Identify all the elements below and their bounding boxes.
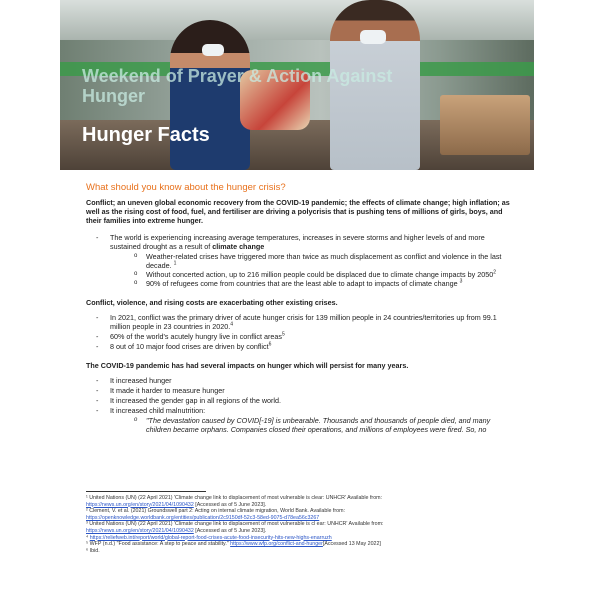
list-item: - It increased the gender gap in all regions of the world.	[96, 396, 516, 405]
conflict-list	[86, 313, 516, 351]
list-item	[96, 406, 516, 434]
list-item	[134, 279, 516, 288]
hero-subtitle: Weekend of Prayer & Action Against Hunger	[82, 66, 393, 106]
quote-text: o "The devastation caused by COVID[-19] is unbearable. Thousands and thousands of people died, and many children became orphans. Companies closed their operations, and millions of employees were fired. So, no	[134, 416, 516, 434]
climate-lead: The world is experiencing increasing average temperatures, increases in severe storms and higher levels of and more sustained drought as a result of	[110, 233, 485, 251]
footnote-ref: 6	[268, 341, 272, 348]
footnote-text: [Accessed as of 5 June 2023].	[193, 527, 267, 534]
section-heading: What should you know about the hunger crisis?	[86, 182, 286, 193]
covid-sublist	[110, 416, 516, 434]
climate-fact-3: 90% of refugees come from countries that are the least able to adapt to impacts of climate change	[146, 279, 460, 288]
hero-photo-boxes	[440, 95, 530, 155]
footnote-text: ¹ United Nations (UN) (22 April 2021) 'Climate change link to displacement of most vulnerable is clear: UNHCR' Available from:	[86, 495, 383, 501]
climate-list	[86, 233, 516, 288]
list-item	[134, 252, 516, 270]
footnote-text: ⁴	[86, 534, 90, 541]
climate-fact-1: Weather-related crises have triggered more than twice as much displacement as conflict and violence in the last decade.	[146, 252, 502, 270]
conflict-heading: Conflict, violence, and rising costs are exacerbating other existing crises.	[86, 298, 338, 307]
footnote-ref: 4	[230, 321, 234, 328]
hero-photo-roof	[60, 0, 534, 40]
footnote-text: [Accessed 13 May 2022]	[322, 541, 381, 548]
footnote-text: ⁵ WFP (n.d.) "Food assistance: A step to peace and stability."	[86, 541, 231, 548]
covid-fact-4: It increased child malnutrition:	[110, 406, 206, 415]
list-item: - It increased hunger	[96, 376, 516, 385]
footnotes	[86, 495, 516, 554]
list-item	[96, 313, 516, 331]
footnote-text: ² Clement, V. et al. (2021) Groundswell part 2: Acting on internal climate migration, World Bank. Available from:	[86, 508, 345, 515]
list-item	[96, 233, 516, 288]
conflict-fact-1: In 2021, conflict was the primary driver of acute hunger crisis for 139 million people in 24 countries/territories up from 99.1 million people in 23 countries in 2020.	[110, 313, 497, 331]
footnote-link[interactable]: https://news.un.org/en/story/2021/04/1090432	[86, 501, 194, 508]
footnote	[86, 535, 516, 542]
hero-title: Hunger Facts	[82, 124, 210, 146]
footnote-ref: 5	[281, 331, 285, 338]
footnote	[86, 495, 516, 508]
document-body	[86, 183, 516, 436]
footnote-link[interactable]: https://www.wfp.org/conflict-and-hunger	[230, 541, 323, 548]
covid-heading: The COVID-19 pandemic has had several impacts on hunger which will persist for many years.	[86, 361, 409, 370]
hero-photo-mask	[202, 44, 224, 56]
footnote-ref: 1	[173, 260, 177, 267]
conflict-fact-3: 8 out of 10 major food crises are driven by conflict	[110, 342, 269, 351]
footnote	[86, 541, 516, 548]
footnote	[86, 508, 516, 521]
climate-lead-bold: climate change	[212, 242, 265, 251]
intro-paragraph: Conflict; an uneven global economic recovery from the COVID-19 pandemic; the effects of climate change; high inflation; as well as the rising cost of food, fuel, and fertiliser are driving a polycrisis that is pushing tens of millions of girls, boys, and their families into extreme hunger.	[86, 198, 510, 225]
footnote	[86, 548, 516, 555]
footnote-ref: 3	[459, 278, 463, 285]
hero-banner	[60, 0, 534, 170]
footnote-text: [Accessed as of 5 June 2023].	[193, 501, 267, 508]
list-item: - It made it harder to measure hunger	[96, 386, 516, 395]
conflict-fact-2: 60% of the world's acutely hungry live in conflict areas	[110, 332, 282, 341]
footnote-text: ³ United Nations (UN) (22 April 2021) 'Climate change link to displacement of most vulnerable is cl ear: UNHCR' Available from:	[86, 521, 384, 528]
footnote-text: ⁶ Ibid.	[86, 547, 100, 554]
footnote-link[interactable]: https://openknowledge.worldbank.org/entities/publication/2c9150df-52c3-58ed-9075-d78ea56c3267	[86, 514, 320, 521]
list-item	[96, 332, 516, 341]
climate-sublist	[110, 252, 516, 288]
footnote-link[interactable]: https://news.un.org/en/story/2021/04/1090432	[86, 527, 194, 534]
covid-list	[86, 376, 516, 434]
footnote-divider	[86, 491, 206, 492]
footnote-ref: 2	[493, 269, 496, 276]
list-item	[96, 342, 516, 351]
hero-photo-mask	[360, 30, 386, 44]
footnote-link[interactable]: https://reliefweb.int/report/world/global-report-food-crises-acute-food-insecurity-hits-new-highs-enarruzh	[89, 534, 332, 541]
document-page	[60, 0, 534, 600]
climate-fact-2: Without concerted action, up to 216 million people could be displaced due to climate change impacts by 2050	[146, 270, 494, 279]
footnote	[86, 521, 516, 534]
